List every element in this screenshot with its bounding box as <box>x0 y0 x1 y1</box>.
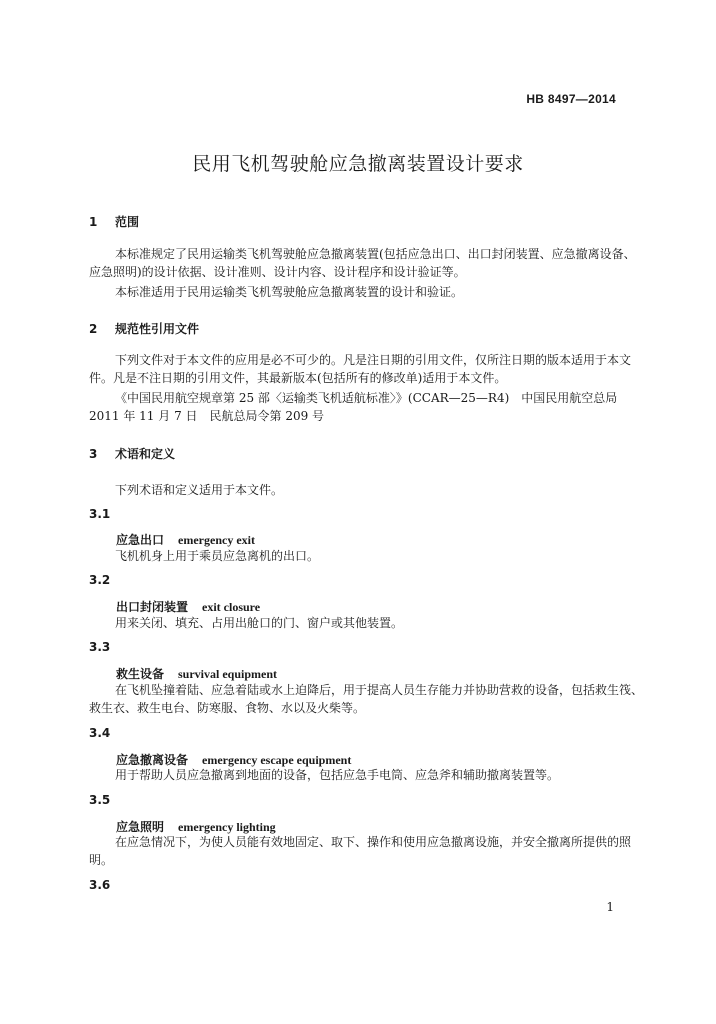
paragraph-line: 下列文件对于本文件的应用是必不可少的。凡是注日期的引用文件，仅所注日期的版本适用于本文 <box>115 353 632 367</box>
section-3-intro <box>89 481 627 499</box>
term-number: 3.1 <box>89 507 111 521</box>
paragraph-line: 用来关闭、填充、占用出舱口的门、窗户或其他装置。 <box>115 616 404 630</box>
document-title: 民用飞机驾驶舱应急撤离装置设计要求 <box>192 153 524 175</box>
paragraph-line: 在应急情况下，为使人员能有效地固定、取下、操作和使用应急撤离设施，并安全撤离所提供的照 <box>115 835 632 849</box>
paragraph-line: 明。 <box>89 853 114 867</box>
section-3-heading <box>89 445 175 462</box>
section-2-paragraph-1 <box>89 351 632 387</box>
paragraph-line: 《中国民用航空规章第 25 部〈运输类飞机适航标准〉》(CCAR—25—R4) 中国民用航空总局 <box>115 391 618 405</box>
term-zh: 救生设备 <box>116 667 165 681</box>
paragraph-line: 本标准适用于民用运输类飞机驾驶舱应急撤离装置的设计和验证。 <box>115 285 464 299</box>
paragraph-line: 在飞机坠撞着陆、应急着陆或水上迫降后，用于提高人员生存能力并协助营救的设备，包括救生筏、 <box>115 683 644 697</box>
paragraph-line: 用于帮助人员应急撤离到地面的设备，包括应急手电筒、应急斧和辅助撤离装置等。 <box>115 768 560 782</box>
paragraph-line: 飞机机身上用于乘员应急离机的出口。 <box>115 549 320 563</box>
term-definition <box>89 833 632 869</box>
term-zh: 应急撤离设备 <box>116 753 189 767</box>
term-en: emergency lighting <box>178 820 276 834</box>
paragraph-line: 2011 年 11 月 7 日 民航总局令第 209 号 <box>89 409 325 423</box>
term-definition <box>89 681 644 717</box>
term-heading <box>116 531 255 548</box>
term-zh: 应急出口 <box>116 533 165 547</box>
section-2-heading <box>89 320 199 337</box>
paragraph-line: 救生衣、救生电台、防寒服、食物、水以及火柴等。 <box>89 701 366 715</box>
term-definition <box>89 547 627 565</box>
section-number: 1 <box>89 215 98 229</box>
section-1-paragraph-1 <box>89 245 636 281</box>
term-heading <box>116 598 260 615</box>
term-number: 3.2 <box>89 573 111 587</box>
term-number: 3.6 <box>89 878 111 892</box>
section-number: 2 <box>89 322 98 336</box>
section-title: 术语和定义 <box>115 447 176 461</box>
term-zh: 应急照明 <box>116 820 165 834</box>
term-number: 3.5 <box>89 793 111 807</box>
term-heading <box>116 665 277 682</box>
paragraph-line: 件。凡是不注日期的引用文件，其最新版本(包括所有的修改单)适用于本文件。 <box>89 371 507 385</box>
paragraph-line: 应急照明)的设计依据、设计准则、设计内容、设计程序和设计验证等。 <box>89 265 466 279</box>
section-title: 范围 <box>115 215 140 229</box>
term-number: 3.3 <box>89 640 111 654</box>
term-definition <box>89 766 627 784</box>
paragraph-line: 下列术语和定义适用于本文件。 <box>115 483 284 497</box>
standard-code: HB 8497—2014 <box>526 92 616 106</box>
section-1-heading <box>89 213 139 230</box>
paragraph-line: 本标准规定了民用运输类飞机驾驶舱应急撤离装置(包括应急出口、出口封闭装置、应急撤离设备、 <box>115 247 636 261</box>
section-title: 规范性引用文件 <box>115 322 200 336</box>
term-en: emergency escape equipment <box>202 753 352 767</box>
normative-reference <box>89 389 627 425</box>
term-definition <box>89 614 627 632</box>
section-number: 3 <box>89 447 98 461</box>
term-en: emergency exit <box>178 533 255 547</box>
section-1-paragraph-2 <box>89 283 627 301</box>
term-en: exit closure <box>202 600 261 614</box>
term-en: survival equipment <box>178 667 278 681</box>
term-zh: 出口封闭装置 <box>116 600 189 614</box>
page-number: 1 <box>606 900 614 914</box>
term-number: 3.4 <box>89 726 111 740</box>
